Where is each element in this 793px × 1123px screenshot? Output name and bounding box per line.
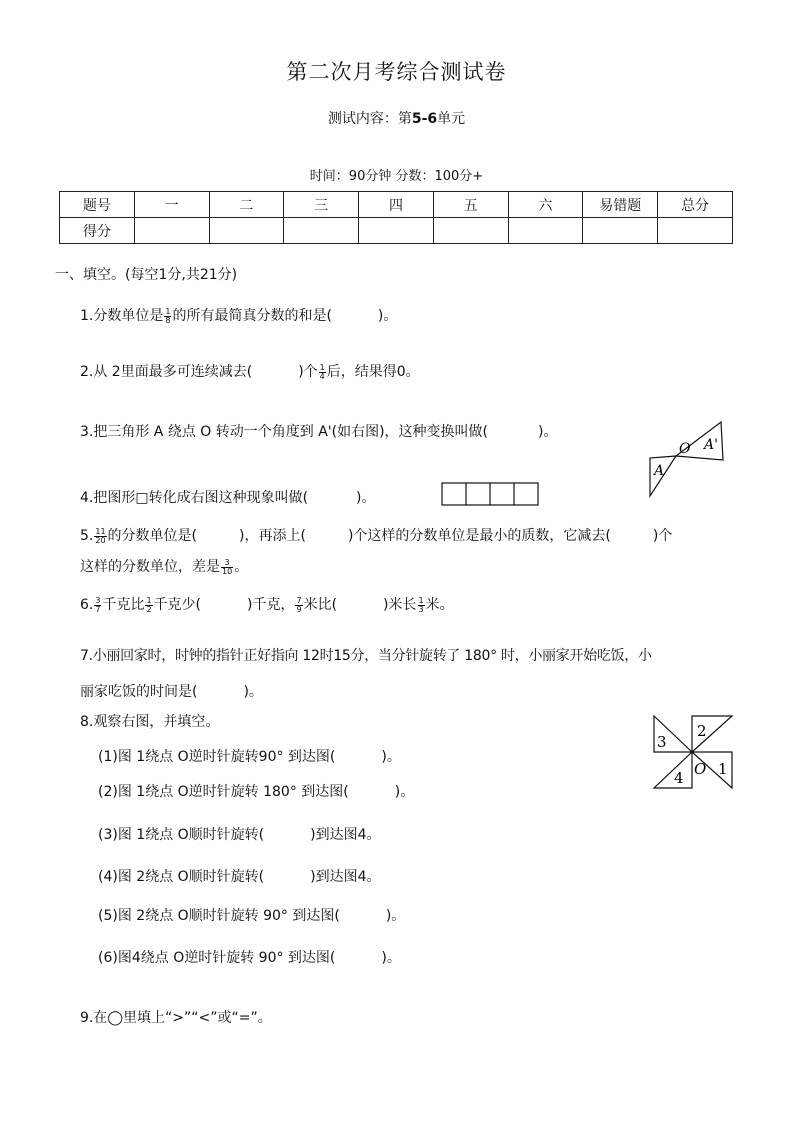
header-cell: 题号 xyxy=(60,192,135,218)
score-cell[interactable] xyxy=(658,218,733,244)
q5-end: 。 xyxy=(234,559,249,575)
score-cell[interactable] xyxy=(359,218,434,244)
q8-item-end: )。 xyxy=(381,749,401,765)
fraction xyxy=(164,308,171,325)
q5-text-c: )个这样的分数单位是最小的质数，它减去( xyxy=(347,528,611,544)
question-8-item xyxy=(98,746,401,766)
score-cell[interactable] xyxy=(433,218,508,244)
denominator: 7 xyxy=(95,604,101,614)
score-cell[interactable] xyxy=(284,218,359,244)
figure-4-label: 4 xyxy=(674,769,684,787)
fraction xyxy=(418,597,425,614)
header-cell: 一 xyxy=(134,192,209,218)
header-cell: 易错题 xyxy=(583,192,658,218)
question-8-item xyxy=(98,866,381,886)
numerator: 3 xyxy=(95,595,101,605)
denominator: 20 xyxy=(95,535,106,545)
q2-text-a: 2.从 2里面最多可连续减去( xyxy=(80,364,253,380)
q8-item-text: (6)图4绕点 O逆时针旋转 90° 到达图( xyxy=(98,950,336,966)
q6-text-d: 米比( xyxy=(303,597,338,613)
subtitle-prefix: 测试内容：第 xyxy=(327,111,412,127)
denominator: 2 xyxy=(146,604,152,614)
label-a: A xyxy=(654,463,665,479)
fraction xyxy=(94,597,101,614)
question-3 xyxy=(80,421,557,441)
q1-text-a: 1.分数单位是 xyxy=(80,308,164,324)
q6-number: 6. xyxy=(80,597,94,613)
question-9: 9.在◯里填上“>”“<”或“=”。 xyxy=(80,1010,272,1026)
header-cell: 二 xyxy=(209,192,284,218)
q8-item-text: (5)图 2绕点 O顺时针旋转 90° 到达图( xyxy=(98,908,340,924)
pinwheel-figure xyxy=(652,714,734,790)
q6-text-c: )千克， xyxy=(247,597,295,613)
denominator: 4 xyxy=(319,371,325,381)
fraction xyxy=(94,528,106,545)
question-6 xyxy=(80,594,454,614)
header-cell: 五 xyxy=(433,192,508,218)
fraction xyxy=(319,364,326,381)
header-cell: 六 xyxy=(508,192,583,218)
question-1 xyxy=(80,305,397,325)
point-o-label: O xyxy=(679,441,691,457)
question-2 xyxy=(80,361,420,381)
q5-text-a: 的分数单位是( xyxy=(107,528,198,544)
score-cell[interactable] xyxy=(134,218,209,244)
header-cell: 总分 xyxy=(658,192,733,218)
label-a-prime: A' xyxy=(704,437,718,453)
question-8-item xyxy=(98,947,401,967)
q3-text: 3.把三角形 A 绕点 O 转动一个角度到 A'(如右图)，这种变换叫做( xyxy=(80,424,489,440)
question-8-heading: 8.观察右图，并填空。 xyxy=(80,714,220,730)
question-5-line-2 xyxy=(80,556,248,576)
figure-4-triangle xyxy=(654,752,692,788)
header-cell: 四 xyxy=(359,192,434,218)
denominator: 8 xyxy=(165,315,171,325)
q5-number: 5. xyxy=(80,528,94,544)
score-table-header-row xyxy=(60,192,733,218)
question-8-item xyxy=(98,905,405,925)
numerator: 3 xyxy=(221,559,233,568)
q1-text-b: 的所有最简真分数的和是( xyxy=(172,308,332,324)
subtitle-units: 5-6 xyxy=(411,111,438,127)
rotation-figure xyxy=(643,418,733,500)
figure-2-label: 2 xyxy=(697,722,707,740)
q8-item-text: (1)图 1绕点 O逆时针旋转90° 到达图( xyxy=(98,749,336,765)
question-5-line-1 xyxy=(80,525,672,545)
q8-item-end: )。 xyxy=(385,908,406,924)
time-score-info: 时间：90分钟 分数：100分+ xyxy=(309,169,484,184)
q4-text-a: 4.把图形□转化成右图这种现象叫做( xyxy=(80,490,309,506)
q2-text-c: 后，结果得0。 xyxy=(326,364,420,380)
square-strip-figure xyxy=(441,482,539,507)
q1-text-c: )。 xyxy=(377,308,398,324)
q8-item-text: (2)图 1绕点 O逆时针旋转 180° 到达图( xyxy=(98,784,349,800)
fraction xyxy=(295,597,302,614)
numerator: 11 xyxy=(95,526,106,536)
page-title: 第二次月考综合测试卷 xyxy=(286,60,507,84)
score-table xyxy=(59,191,733,244)
numerator: 7 xyxy=(296,595,302,605)
test-content-line xyxy=(0,108,793,128)
section-1-heading: 一、填空。(每空1分,共21分) xyxy=(55,267,238,283)
q6-text-f: 米。 xyxy=(425,597,454,613)
q5-text-d: )个 xyxy=(652,528,673,544)
figure-1-label: 1 xyxy=(718,760,728,778)
score-cell[interactable] xyxy=(583,218,658,244)
question-7-line-2 xyxy=(80,681,263,701)
figure-3-label: 3 xyxy=(657,733,667,751)
q6-text-a: 千克比 xyxy=(102,597,145,613)
denominator: 10 xyxy=(222,566,233,576)
numerator: 1 xyxy=(165,306,171,316)
score-cell[interactable] xyxy=(209,218,284,244)
row-label-cell: 得分 xyxy=(60,218,135,244)
question-7-line-1: 7.小丽回家时，时钟的指针正好指向 12时15分，当分针旋转了 180° 时，小丽家开始吃饭，小 xyxy=(80,648,652,664)
q8-item-end: )到达图4。 xyxy=(310,869,381,885)
question-4 xyxy=(80,487,376,507)
subtitle-suffix: 单元 xyxy=(437,111,466,127)
q8-item-text: (4)图 2绕点 O顺时针旋转( xyxy=(98,869,265,885)
question-8-item xyxy=(98,824,381,844)
fraction xyxy=(145,597,152,614)
q8-item-end: )。 xyxy=(394,784,415,800)
denominator: 9 xyxy=(296,604,302,614)
numerator: 1 xyxy=(146,595,152,605)
denominator: 3 xyxy=(418,604,424,614)
q8-item-end: )。 xyxy=(381,950,401,966)
point-o-label: O xyxy=(694,760,707,778)
question-8-item xyxy=(98,781,414,801)
numerator: 1 xyxy=(418,595,424,605)
q5-line2-text: 这样的分数单位，差是 xyxy=(80,559,220,575)
score-table-score-row xyxy=(60,218,733,244)
q7-text-a: 丽家吃饭的时间是( xyxy=(80,684,198,700)
q5-text-b: )，再添上( xyxy=(239,528,306,544)
q4-text-b: )。 xyxy=(356,490,376,506)
q7-text-b: )。 xyxy=(243,684,263,700)
score-cell[interactable] xyxy=(508,218,583,244)
q8-item-text: (3)图 1绕点 O顺时针旋转( xyxy=(98,827,265,843)
q2-text-b: )个 xyxy=(298,364,318,380)
header-cell: 三 xyxy=(284,192,359,218)
q6-text-b: 千克少( xyxy=(153,597,202,613)
q6-text-e: )米长 xyxy=(383,597,417,613)
q8-item-end: )到达图4。 xyxy=(310,827,381,843)
numerator: 1 xyxy=(319,362,325,372)
q3-text-end: )。 xyxy=(538,424,558,440)
fraction xyxy=(221,559,233,576)
